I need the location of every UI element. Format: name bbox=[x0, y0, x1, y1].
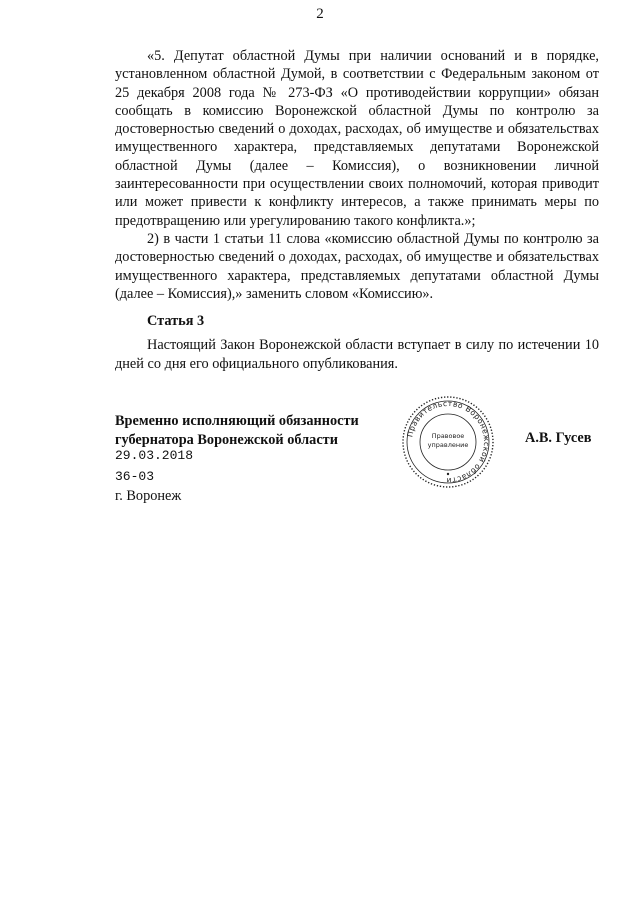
signatory-title-line1: Временно исполняющий обязанности bbox=[115, 413, 359, 429]
document-body bbox=[115, 47, 599, 373]
seal-inner-line2: управление bbox=[427, 441, 469, 449]
article-text: Настоящий Закон Воронежской области вступает в силу по истечении 10 дней со дня его официального опубликования. bbox=[115, 337, 599, 372]
signatory-title-line2: губернатора Воронежской области bbox=[115, 431, 338, 448]
signing-city: г. Воронеж bbox=[115, 488, 182, 504]
page-number: 2 bbox=[316, 6, 324, 22]
signatory-name: А.В. Гусев bbox=[525, 430, 592, 446]
seal-inner-line1: Правовое bbox=[431, 432, 465, 440]
signatory-title bbox=[115, 412, 359, 449]
paragraph-amendment-2: 2) в части 1 статьи 11 слова «комиссию областной Думы по контролю за достоверностью сведений о доходах, расходах, об имуществе и обязательствах имущественного характера, представляемых депутатами областной Думы (далее – Комиссия),» заменить словом «Комиссию». bbox=[115, 230, 599, 302]
seal-ring-text: Правительство Воронежской области bbox=[405, 398, 492, 486]
article-heading: Статья 3 bbox=[147, 313, 205, 330]
signing-date: 29.03.2018 bbox=[115, 448, 194, 463]
official-seal bbox=[400, 394, 496, 490]
paragraph-amendment-5: «5. Депутат областной Думы при наличии оснований и в порядке, установленном областной Думой, в соответствии с Федеральным законом от 25 декабря 2008 года № 273-ФЗ «О противодействии коррупции» обязан сообщать в комиссию Воронежской областной Думы по контролю за достоверностью сведений о доходах, расходах, об имуществе и обязательствах имущественного характера, представляемых депутатами Воронежской областной Думы (далее – Комиссия), о возникновении личной заинтересованности при осуществлении своих полномочий, которая приводит или может привести к конфликту интересов, а также принимать меры по предотвращению или урегулированию такого конфликта.»; bbox=[115, 48, 599, 229]
law-number: 36-03 bbox=[115, 469, 155, 484]
